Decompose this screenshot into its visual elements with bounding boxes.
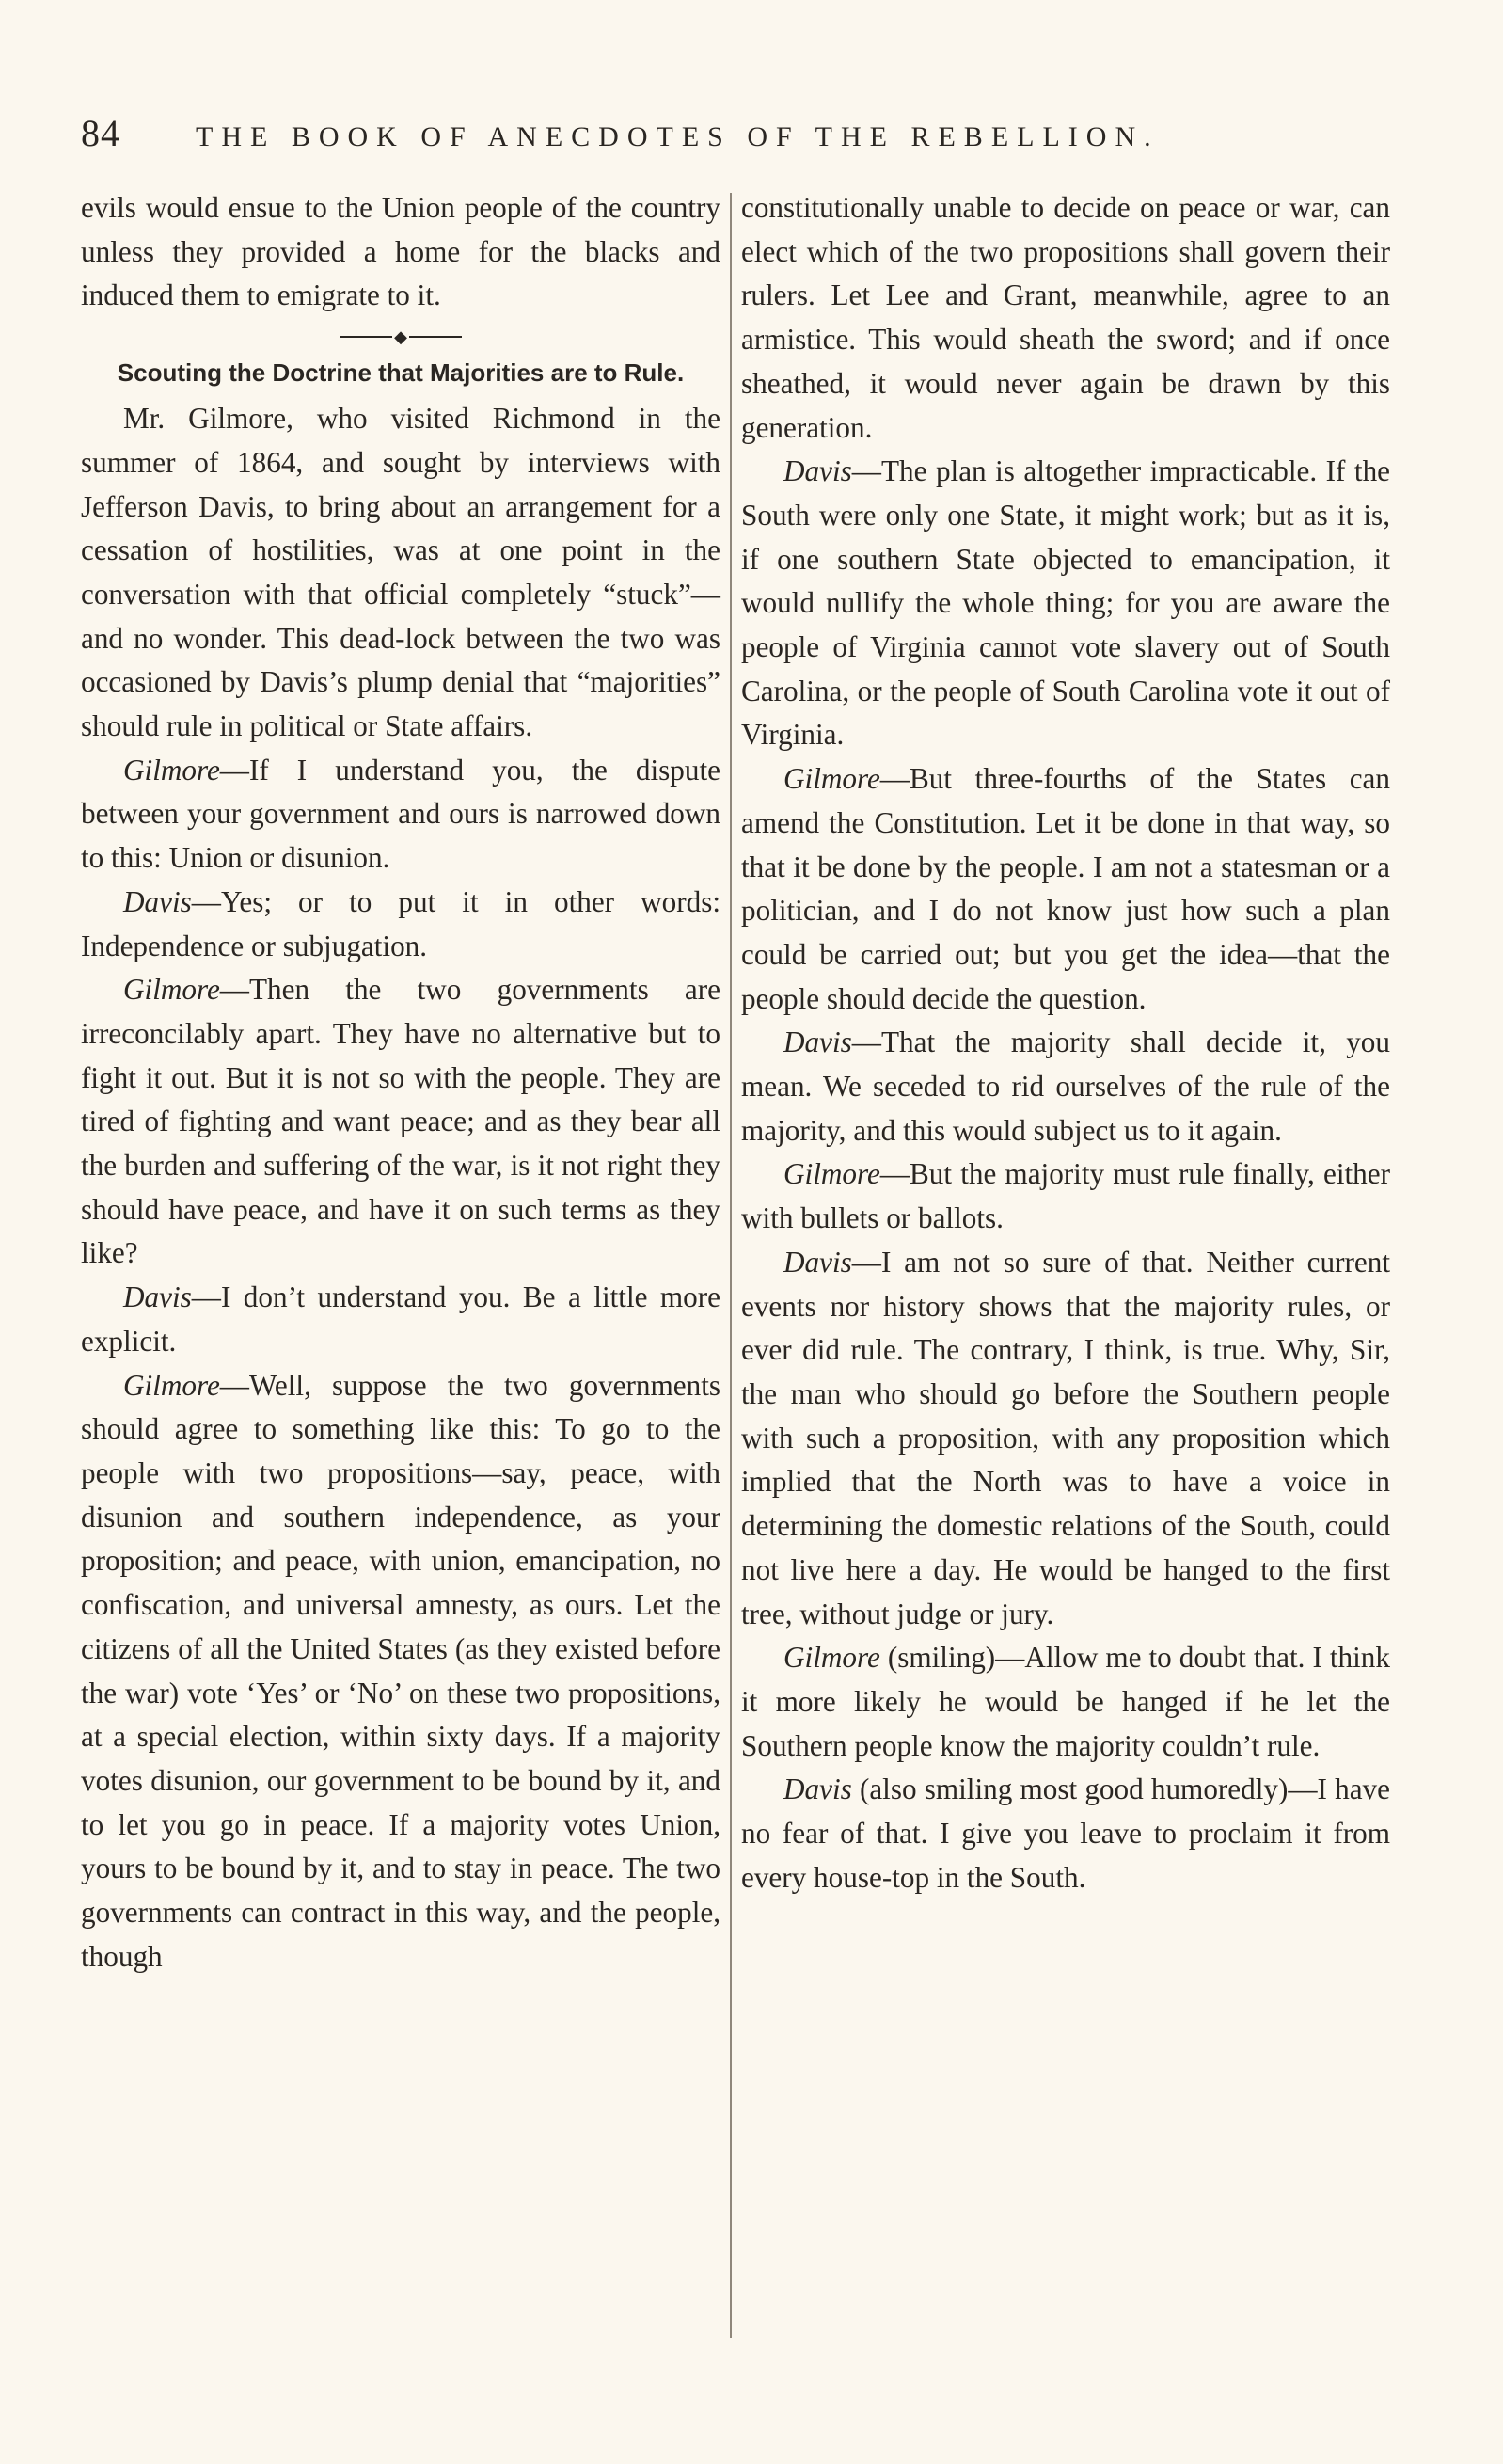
- dialogue-paragraph: [741, 1636, 1390, 1768]
- running-title: THE BOOK OF ANECDOTES OF THE REBELLION.: [196, 121, 1160, 152]
- dialogue-paragraph: [741, 450, 1390, 757]
- page-header: [81, 111, 1398, 167]
- paragraph: constitutionally unable to decide on peace or war, can elect which of the two propositions shall govern their rulers. Let Lee and Grant, meanwhile, agree to an armistice. This would sheath the sword; and if once sheathed, it would never again be drawn by this generation.: [741, 191, 1390, 444]
- dialogue-text: (also smiling most good humoredly)—I have no fear of that. I give you leave to proclaim it from every house-top in the South.: [741, 1772, 1390, 1894]
- dialogue-paragraph: [81, 1364, 720, 1979]
- dialogue-paragraph: [741, 1021, 1390, 1153]
- speaker-name: Davis: [783, 1245, 852, 1279]
- page-number: 84: [81, 112, 120, 154]
- speaker-name: Gilmore: [123, 753, 220, 787]
- speaker-name: Davis: [783, 454, 852, 488]
- dialogue-paragraph: [81, 968, 720, 1276]
- paragraph: Mr. Gilmore, who visited Richmond in the summer of 1864, and sought by interviews with Jefferson Davis, to bring about an arrangement for a cessation of hostilities, was at one point in the conversation with that official completely “stuck”—and no wonder. This dead-lock between the two was occasioned by Davis’s plump denial that “majorities” should rule in political or State affairs.: [81, 402, 720, 743]
- dialogue-paragraph: [81, 881, 720, 968]
- speaker-name: Davis: [123, 884, 192, 918]
- ornament-rule: [409, 336, 462, 338]
- dialogue-paragraph: [741, 1768, 1390, 1900]
- dialogue-paragraph: [741, 1241, 1390, 1636]
- right-column: [741, 186, 1390, 1900]
- dialogue-text: —Well, suppose the two governments should agree to something like this: To go to the people with two propositions—say, peace, with disunion and southern independence, as your proposition; and peace, with union, emancipation, no confiscation, and universal amnesty, as ours. Let the citizens of all the United States (as they existed before the war) vote ‘Yes’ or ‘No’ on these two propositions, at a special election, within sixty days. If a majority votes disunion, our government to be bound by it, and to let you go in peace. If a majority votes Union, yours to be bound by it, and to stay in peace. The two governments can contract in this way, and the people, though: [81, 1368, 720, 1973]
- dialogue-text: —Yes; or to put it in other words: Independence or subjugation.: [81, 884, 720, 962]
- dialogue-text: —That the majority shall decide it, you mean. We seceded to rid ourselves of the rule of the majority, and this would subject us to it again.: [741, 1025, 1390, 1147]
- column-divider: [730, 193, 732, 2338]
- speaker-name: Davis: [783, 1772, 852, 1806]
- speaker-name: Gilmore: [783, 762, 880, 796]
- dialogue-paragraph: [741, 757, 1390, 1021]
- dialogue-paragraph: [81, 1276, 720, 1363]
- dialogue-paragraph: [81, 749, 720, 881]
- ornament-rule: [340, 336, 392, 338]
- speaker-name: Gilmore: [123, 1368, 220, 1402]
- dialogue-text: —But the majority must rule finally, either with bullets or ballots.: [741, 1157, 1390, 1235]
- speaker-name: Davis: [783, 1025, 852, 1059]
- dialogue-text: (smiling)—Allow me to doubt that. I think it more likely he would be hanged if he let the Southern people know the majority couldn’t rule.: [741, 1641, 1390, 1762]
- speaker-name: Gilmore: [123, 973, 220, 1007]
- speaker-name: Gilmore: [783, 1641, 880, 1675]
- dialogue-text: —But three-fourths of the States can amend the Constitution. Let it be done in that way, so that it be done by the people. I am not a statesman or a politician, and I do not know just how such a plan could be carried out; but you get the idea—that the people should decide the question.: [741, 762, 1390, 1015]
- speaker-name: Gilmore: [783, 1157, 880, 1191]
- dialogue-paragraph: [741, 1153, 1390, 1240]
- dialogue-text: —I am not so sure of that. Neither current events nor history shows that the majority rules, or ever did rule. The contrary, I think, is true. Why, Sir, the man who should go before the Southern people with such a proposition, with any proposition which implied that the North was to have a voice in determining the domestic relations of the South, could not live here a day. He would be hanged to the first tree, without judge or jury.: [741, 1245, 1390, 1630]
- left-column: [81, 186, 720, 1979]
- section-ornament: [81, 318, 720, 356]
- dialogue-text: —Then the two governments are irreconcilably apart. They have no alternative but to fight it out. But it is not so with the people. They are tired of fighting and want peace; and as they bear all the burden and suffering of the war, is it not right they should have peace, and have it on such terms as they like?: [81, 973, 720, 1270]
- diamond-icon: ◆: [394, 326, 407, 346]
- dialogue-text: —The plan is altogether impracticable. If the South were only one State, it might work; but as it is, if one southern State objected to emancipation, it would nullify the whole thing; for you are aware the people of Virginia cannot vote slavery out of South Carolina, or the people of South Carolina vote it out of Virginia.: [741, 454, 1390, 752]
- section-heading: Scouting the Doctrine that Majorities are to Rule.: [117, 358, 685, 388]
- dialogue-text: —I don’t understand you. Be a little more explicit.: [81, 1280, 720, 1358]
- paragraph: evils would ensue to the Union people of the country unless they provided a home for the blacks and induced them to emigrate to it.: [81, 191, 720, 312]
- dialogue-text: —If I understand you, the dispute between your government and ours is narrowed down to this: Union or disunion.: [81, 753, 720, 875]
- speaker-name: Davis: [123, 1280, 192, 1314]
